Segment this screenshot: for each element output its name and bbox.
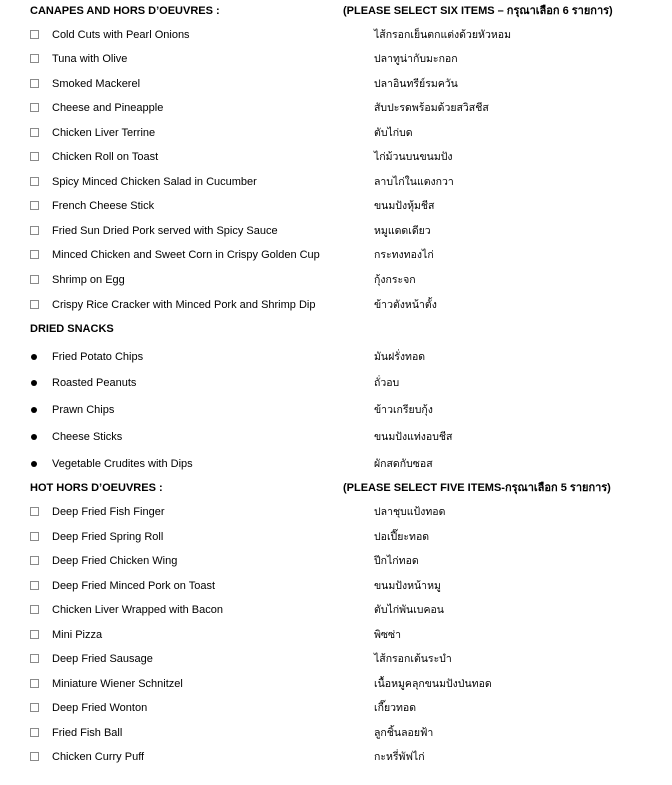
- menu-item: [0, 577, 672, 595]
- item-name-en: Tuna with Olive: [52, 53, 128, 65]
- item-name-th: ข้าวเกรียบกุ้ง: [374, 404, 433, 416]
- item-name-en: Deep Fried Spring Roll: [52, 531, 164, 543]
- item-checkbox[interactable]: [30, 226, 39, 235]
- menu-item: [0, 222, 672, 240]
- item-name-th: ปลาชุบแป้งทอด: [374, 506, 446, 518]
- item-name-th: ถั่วอบ: [374, 377, 400, 389]
- menu-item: [0, 124, 672, 142]
- item-name-th: กะหรี่พัฟไก่: [374, 751, 425, 763]
- menu-item: [0, 173, 672, 191]
- menu-item: [0, 246, 672, 264]
- bullet-icon: [31, 380, 37, 386]
- item-checkbox[interactable]: [30, 201, 39, 210]
- item-name-th: เกี๊ยวทอด: [374, 702, 417, 714]
- canapes-instruction: (PLEASE SELECT SIX ITEMS – กรุณาเลือก 6 รายการ): [343, 5, 613, 17]
- item-checkbox[interactable]: [30, 177, 39, 186]
- item-checkbox[interactable]: [30, 630, 39, 639]
- item-checkbox[interactable]: [30, 556, 39, 565]
- item-name-th: ปอเปี๊ยะทอด: [374, 531, 430, 543]
- item-name-th: ปลาอินทรีย์รมควัน: [374, 78, 458, 90]
- menu-item: [0, 724, 672, 742]
- item-checkbox[interactable]: [30, 752, 39, 761]
- item-name-th: กุ้งกระจก: [374, 274, 416, 286]
- menu-item: [0, 401, 672, 419]
- item-checkbox[interactable]: [30, 679, 39, 688]
- item-checkbox[interactable]: [30, 654, 39, 663]
- menu-item: [0, 374, 672, 392]
- item-name-en: Chicken Curry Puff: [52, 751, 145, 763]
- item-name-en: Cheese and Pineapple: [52, 102, 164, 114]
- item-name-th: ตับไก่พันเบคอน: [374, 604, 444, 616]
- item-checkbox[interactable]: [30, 581, 39, 590]
- menu-item: [0, 503, 672, 521]
- item-checkbox[interactable]: [30, 250, 39, 259]
- item-name-th: ลูกชิ้นลอยฟ้า: [374, 727, 434, 739]
- item-checkbox[interactable]: [30, 103, 39, 112]
- item-name-th: ขนมปังหุ้มชีส: [374, 200, 435, 212]
- item-name-th: ตับไก่บด: [374, 127, 413, 139]
- item-checkbox[interactable]: [30, 703, 39, 712]
- canapes-title: CANAPES AND HORS D’OEUVRES :: [30, 5, 220, 17]
- item-name-th: ไส้กรอกเย็นตกแต่งด้วยหัวหอม: [374, 29, 511, 41]
- canapes-header: [0, 2, 672, 20]
- item-name-th: ปีกไก่ทอด: [374, 555, 419, 567]
- item-name-en: Vegetable Crudites with Dips: [52, 458, 193, 470]
- item-name-en: Roasted Peanuts: [52, 377, 137, 389]
- item-name-en: Chicken Liver Wrapped with Bacon: [52, 604, 223, 616]
- item-name-th: ปลาทูน่ากับมะกอก: [374, 53, 458, 65]
- menu-item: [0, 75, 672, 93]
- menu-item: [0, 626, 672, 644]
- item-name-en: Prawn Chips: [52, 404, 115, 416]
- menu-item: [0, 455, 672, 473]
- menu-item: [0, 675, 672, 693]
- menu-item: [0, 528, 672, 546]
- menu-item: [0, 271, 672, 289]
- item-name-en: Fried Sun Dried Pork served with Spicy Sauce: [52, 225, 278, 237]
- item-checkbox[interactable]: [30, 507, 39, 516]
- menu-item: [0, 296, 672, 314]
- item-name-en: Chicken Liver Terrine: [52, 127, 156, 139]
- item-name-en: Cheese Sticks: [52, 431, 123, 443]
- item-name-en: Deep Fried Fish Finger: [52, 506, 165, 518]
- bullet-icon: [31, 461, 37, 467]
- menu-item: [0, 348, 672, 366]
- menu-item: [0, 748, 672, 766]
- item-name-en: Cold Cuts with Pearl Onions: [52, 29, 190, 41]
- item-name-en: Deep Fried Sausage: [52, 653, 153, 665]
- item-checkbox[interactable]: [30, 54, 39, 63]
- menu-item: [0, 99, 672, 117]
- item-name-en: Deep Fried Wonton: [52, 702, 148, 714]
- item-name-en: French Cheese Stick: [52, 200, 155, 212]
- menu-item: [0, 428, 672, 446]
- bullet-icon: [31, 354, 37, 360]
- bullet-icon: [31, 434, 37, 440]
- menu-item: [0, 197, 672, 215]
- item-name-th: ไส้กรอกเต้นระบำ: [374, 653, 452, 665]
- item-name-en: Deep Fried Minced Pork on Toast: [52, 580, 216, 592]
- hot-hors-instruction: (PLEASE SELECT FIVE ITEMS-กรุณาเลือก 5 รายการ): [343, 482, 611, 494]
- item-name-th: ลาบไก่ในแตงกวา: [374, 176, 454, 188]
- menu-item: [0, 601, 672, 619]
- item-name-th: พิซซ่า: [374, 629, 402, 641]
- item-name-th: หมูแดดเดียว: [374, 225, 431, 237]
- item-name-th: มันฝรั่งทอด: [374, 351, 426, 363]
- item-checkbox[interactable]: [30, 152, 39, 161]
- item-name-en: Miniature Wiener Schnitzel: [52, 678, 183, 690]
- item-name-en: Shrimp on Egg: [52, 274, 125, 286]
- item-checkbox[interactable]: [30, 128, 39, 137]
- menu-item: [0, 148, 672, 166]
- item-name-en: Smoked Mackerel: [52, 78, 141, 90]
- hot-hors-header: [0, 479, 672, 497]
- menu-item: [0, 552, 672, 570]
- item-checkbox[interactable]: [30, 605, 39, 614]
- item-name-th: กระทงทองไก่: [374, 249, 434, 261]
- bullet-icon: [31, 407, 37, 413]
- item-name-en: Chicken Roll on Toast: [52, 151, 159, 163]
- item-name-en: Deep Fried Chicken Wing: [52, 555, 178, 567]
- dried-snacks-header: [0, 320, 672, 338]
- item-checkbox[interactable]: [30, 532, 39, 541]
- item-name-en: Crispy Rice Cracker with Minced Pork and Shrimp Dip: [52, 299, 316, 311]
- item-name-th: เนื้อหมูคลุกขนมปังป่นทอด: [374, 678, 492, 690]
- item-name-en: Fried Fish Ball: [52, 727, 123, 739]
- item-checkbox[interactable]: [30, 275, 39, 284]
- item-checkbox[interactable]: [30, 300, 39, 309]
- menu-item: [0, 650, 672, 668]
- item-checkbox[interactable]: [30, 728, 39, 737]
- item-name-th: ผักสดกับซอส: [374, 458, 433, 470]
- menu-item: [0, 50, 672, 68]
- item-name-en: Fried Potato Chips: [52, 351, 144, 363]
- item-name-th: สับปะรดพร้อมด้วยสวิสชีส: [374, 102, 489, 114]
- item-name-th: ขนมปังหน้าหมู: [374, 580, 441, 592]
- hot-hors-title: HOT HORS D’OEUVRES :: [30, 482, 163, 494]
- item-name-en: Spicy Minced Chicken Salad in Cucumber: [52, 176, 257, 188]
- menu-item: [0, 26, 672, 44]
- item-name-th: ไก่ม้วนบนขนมปัง: [374, 151, 453, 163]
- item-checkbox[interactable]: [30, 30, 39, 39]
- item-checkbox[interactable]: [30, 79, 39, 88]
- item-name-th: ข้าวตังหน้าตั้ง: [374, 299, 437, 311]
- item-name-th: ขนมปังแท่งอบชีส: [374, 431, 453, 443]
- item-name-en: Minced Chicken and Sweet Corn in Crispy Golden Cup: [52, 249, 320, 261]
- dried-snacks-title: DRIED SNACKS: [30, 323, 114, 335]
- menu-item: [0, 699, 672, 717]
- item-name-en: Mini Pizza: [52, 629, 103, 641]
